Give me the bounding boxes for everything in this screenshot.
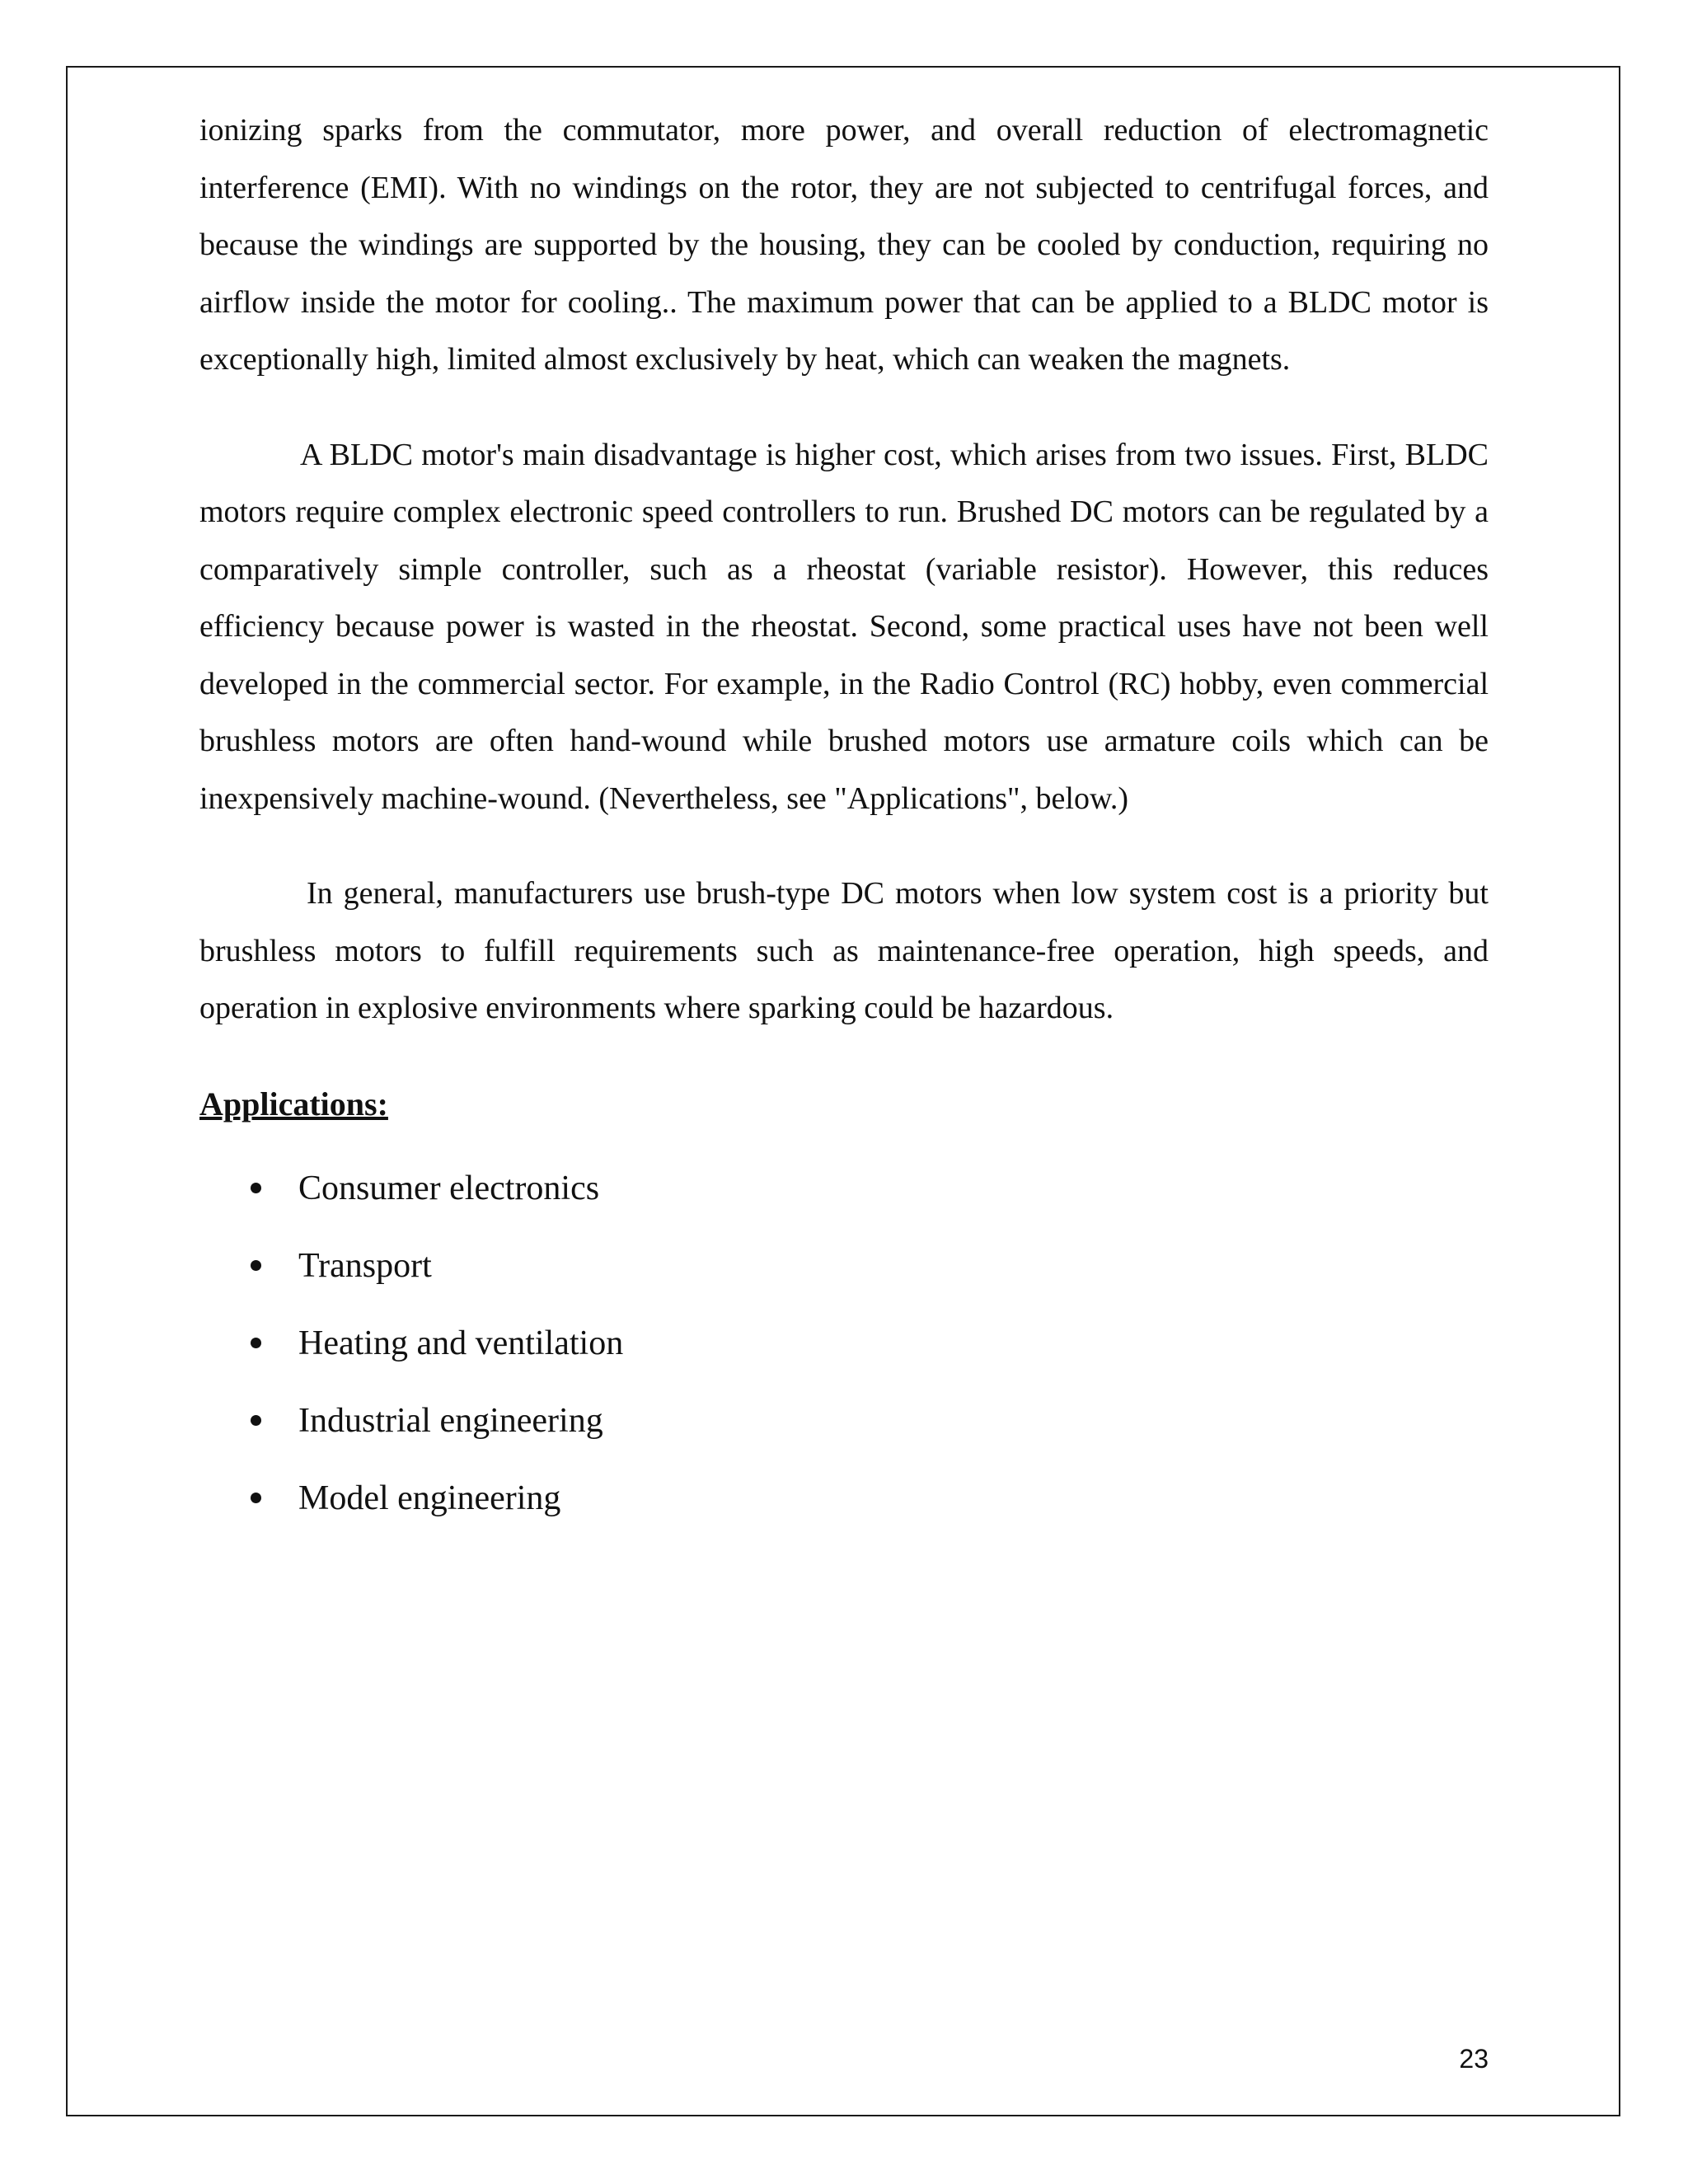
bullet-icon <box>251 1183 261 1193</box>
list-item <box>199 1305 1489 1382</box>
bullet-icon <box>251 1338 261 1348</box>
page-number: 23 <box>1459 2044 1489 2074</box>
body-paragraph: ionizing sparks from the commutator, more power, and overall reduction of electromagnetic interference (EMI). With no windings on the rotor, they are not subjected to centrifugal forces, and because the windings are supported by the housing, they can be cooled by conduction, requiring no airflow inside the motor for cooling.. The maximum power that can be applied to a BLDC motor is exceptionally high, limited almost exclusively by heat, which can weaken the magnets. <box>199 113 1489 377</box>
list-item-label: Consumer electronics <box>298 1169 600 1207</box>
body-paragraph: A BLDC motor's main disadvantage is higher cost, which arises from two issues. First, BLDC motors require complex electronic speed controllers to run. Brushed DC motors can be regulated by a comparatively simple controller, such as a rheostat (variable resistor). However, this reduces efficiency because power is wasted in the rheostat. Second, some practical uses have not been well developed in the commercial sector. For example, in the Radio Control (RC) hobby, even commercial brushless motors are often hand-wound while brushed motors use armature coils which can be inexpensively machine-wound. (Nevertheless, see "Applications", below.) <box>199 437 1489 816</box>
body-paragraph: In general, manufacturers use brush-type DC motors when low system cost is a priority but brushless motors to fulfill requirements such as maintenance-free operation, high speeds, and operation in explosive environments where sparking could be hazardous. <box>199 876 1489 1025</box>
list-item-label: Transport <box>298 1246 432 1285</box>
list-item <box>199 1227 1489 1305</box>
list-item <box>199 1150 1489 1227</box>
list-item <box>199 1382 1489 1460</box>
applications-list <box>199 1150 1489 1537</box>
bullet-icon <box>251 1260 261 1271</box>
list-item-label: Industrial engineering <box>298 1401 603 1440</box>
list-item <box>199 1460 1489 1537</box>
section-heading-applications: Applications: <box>199 1085 388 1122</box>
page-content <box>199 102 1489 1537</box>
list-item-label: Heating and ventilation <box>298 1324 624 1362</box>
bullet-icon <box>251 1493 261 1503</box>
bullet-icon <box>251 1415 261 1426</box>
list-item-label: Model engineering <box>298 1479 561 1517</box>
